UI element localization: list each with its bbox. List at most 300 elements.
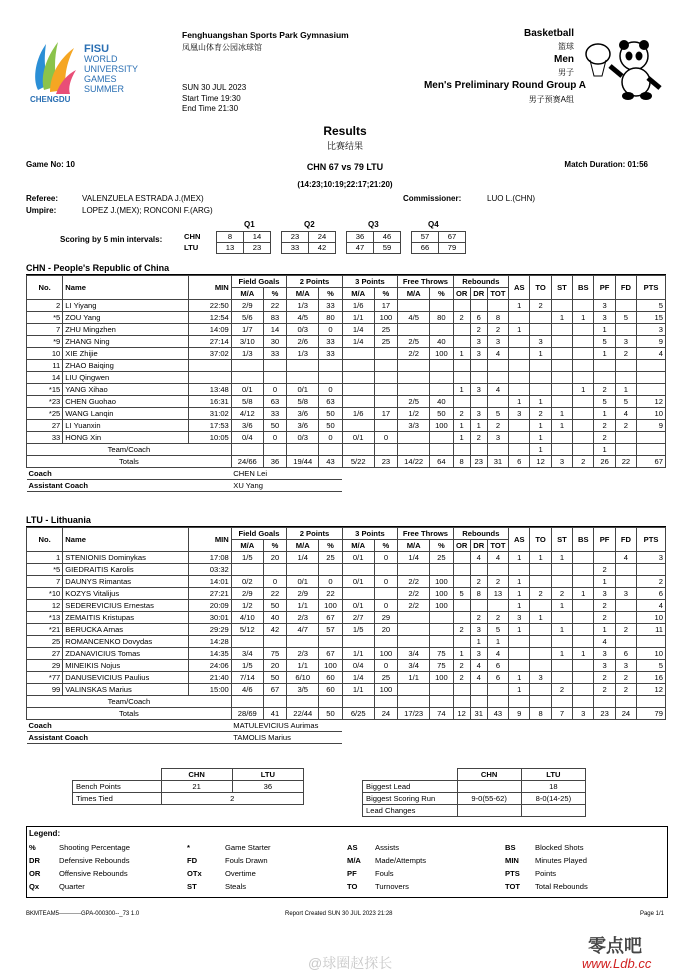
stat-cell: 29:29 (189, 624, 232, 636)
stat-cell: 1 (530, 420, 551, 432)
event-cn: 男子预赛A组 (528, 95, 574, 104)
stat-cell: 5 (594, 336, 615, 348)
stat-cell: 67 (319, 612, 342, 624)
stat-cell (509, 432, 530, 444)
stat-cell: 1/3 (287, 348, 319, 360)
legend-desc: Overtime (225, 869, 256, 878)
stat-cell: 0/1 (342, 552, 374, 564)
referee-label: Referee: (26, 194, 59, 203)
sport-cn: 篮球 (558, 42, 574, 51)
stat-cell: 2 (594, 684, 615, 696)
stat-cell: 63 (319, 396, 342, 408)
stat-cell (551, 444, 572, 456)
stat-cell (374, 636, 397, 648)
stat-cell (509, 444, 530, 456)
stat-cell (189, 360, 232, 372)
venue-en: Fenghuangshan Sports Park Gymnasium (182, 30, 349, 40)
stat-cell (573, 624, 594, 636)
stat-cell: 4 (637, 600, 666, 612)
watermark-weibo: @球圈赵探长 (308, 955, 393, 971)
stat-cell (398, 636, 430, 648)
total-cell: 14/22 (398, 456, 430, 468)
stat-cell (573, 672, 594, 684)
stat-cell (319, 360, 342, 372)
stat-cell (430, 300, 453, 312)
player-row (27, 432, 666, 444)
stat-cell: 0 (319, 384, 342, 396)
stat-cell (637, 372, 666, 384)
col-group-header: AS (509, 528, 530, 552)
stat-cell: 1 (509, 624, 530, 636)
stat-cell (551, 348, 572, 360)
col-sub-header: DR (470, 288, 487, 300)
stat-cell (530, 600, 551, 612)
stat-cell: 1 (551, 312, 572, 324)
stat-cell: 2 (615, 672, 636, 684)
stat-cell: 4/12 (231, 408, 263, 420)
stat-cell: 12:54 (189, 312, 232, 324)
referee-value: VALENZUELA ESTRADA J.(MEX) (82, 194, 204, 203)
stat-cell (573, 360, 594, 372)
col-min: MIN (189, 528, 232, 552)
stat-cell: 1/6 (342, 300, 374, 312)
total-cell: 43 (487, 708, 508, 720)
col-sub-header: % (319, 540, 342, 552)
stat-cell (573, 324, 594, 336)
stat-cell: 1 (509, 324, 530, 336)
total-cell: 19/44 (287, 456, 319, 468)
legend-desc: Points (535, 869, 557, 878)
bench-header-chn: CHN (161, 769, 232, 781)
stat-cell (594, 372, 615, 384)
col-group-header: FD (615, 276, 636, 300)
stat-cell (430, 612, 453, 624)
bench-points-label: Bench Points (73, 781, 162, 793)
player-row (27, 312, 666, 324)
total-cell: 12 (453, 708, 470, 720)
stat-cell: 3 (470, 348, 487, 360)
stat-cell: 6 (487, 672, 508, 684)
player-name: LIU Qingwen (63, 372, 189, 384)
scoring-run-chn: 9-0(55-62) (457, 793, 521, 805)
total-cell: 3 (573, 708, 594, 720)
stat-cell (231, 360, 263, 372)
player-row (27, 564, 666, 576)
stat-cell: 1 (453, 432, 470, 444)
stat-cell: 11 (637, 624, 666, 636)
final-score: CHN 67 vs 79 LTU (306, 162, 384, 172)
stat-cell: 99 (27, 684, 63, 696)
stat-cell (374, 396, 397, 408)
stat-cell (342, 420, 374, 432)
total-cell: 3 (551, 456, 572, 468)
stat-cell: 1 (509, 588, 530, 600)
commissioner-value: LUO L.(CHN) (487, 194, 536, 203)
stat-cell: 0 (263, 432, 286, 444)
stat-cell (342, 396, 374, 408)
col-group-header: 2 Points (287, 276, 342, 288)
scoring-intervals-grid (184, 231, 466, 254)
stat-cell: 27 (27, 648, 63, 660)
legend-desc: Minutes Played (535, 856, 587, 865)
stat-cell (615, 444, 636, 456)
total-cell: 31 (470, 708, 487, 720)
col-sub-header: % (374, 288, 397, 300)
stat-cell (398, 432, 430, 444)
stat-cell: *9 (27, 336, 63, 348)
stat-cell (573, 372, 594, 384)
stat-cell: 1 (530, 432, 551, 444)
stat-cell: 3 (615, 660, 636, 672)
assistant-coach-name: TAMOLIS Marius (231, 732, 342, 744)
stat-cell (551, 564, 572, 576)
stat-cell: 25 (374, 324, 397, 336)
stat-cell: 1 (594, 408, 615, 420)
stat-cell (551, 660, 572, 672)
stat-cell (551, 360, 572, 372)
stat-cell: 25 (374, 672, 397, 684)
stat-cell: 2 (27, 300, 63, 312)
stat-cell: 6/10 (287, 672, 319, 684)
stat-cell (342, 348, 374, 360)
stat-cell: 2/2 (398, 576, 430, 588)
stat-cell: 3 (615, 588, 636, 600)
stat-cell: 2/3 (287, 612, 319, 624)
stat-cell: 3 (470, 336, 487, 348)
stat-cell (231, 636, 263, 648)
stat-cell (342, 588, 374, 600)
stat-cell: 67 (263, 684, 286, 696)
stat-cell: 3 (487, 336, 508, 348)
stat-cell: 1 (530, 612, 551, 624)
stat-cell: 20 (374, 624, 397, 636)
stat-cell: 2 (470, 324, 487, 336)
stat-cell: 03:32 (189, 564, 232, 576)
scoring-interval-cell: 33 (282, 243, 309, 254)
stat-cell: 2 (615, 684, 636, 696)
legend-abbr: OTx (187, 869, 202, 878)
stat-cell: 3 (509, 408, 530, 420)
stat-cell (551, 372, 572, 384)
stat-cell: 1 (551, 624, 572, 636)
stat-cell: 25 (430, 552, 453, 564)
stat-cell: 50 (430, 408, 453, 420)
legend-desc: Defensive Rebounds (59, 856, 130, 865)
umpire-label: Umpire: (26, 206, 57, 215)
stat-cell (470, 444, 487, 456)
legend-desc: Quarter (59, 882, 85, 891)
stat-cell: 5/8 (287, 396, 319, 408)
stat-cell: 2 (530, 588, 551, 600)
stat-cell (551, 336, 572, 348)
stat-cell (615, 612, 636, 624)
legend-desc: Offensive Rebounds (59, 869, 128, 878)
stat-cell: 3/10 (231, 336, 263, 348)
stat-cell: 2 (453, 312, 470, 324)
col-group-header: Free Throws (398, 276, 453, 288)
stat-cell (342, 384, 374, 396)
stat-cell: 4/5 (287, 312, 319, 324)
leads-table (362, 768, 586, 817)
stat-cell: 3 (509, 612, 530, 624)
stat-cell (263, 360, 286, 372)
scoring-interval-cell: 8 (217, 232, 244, 243)
stat-cell (263, 564, 286, 576)
stat-cell: 2 (487, 420, 508, 432)
col-sub-header: M/A (231, 540, 263, 552)
stat-cell: 63 (263, 396, 286, 408)
stat-cell: 2/7 (342, 612, 374, 624)
stat-cell: 4 (487, 348, 508, 360)
stat-cell: 3/6 (231, 420, 263, 432)
stat-cell (374, 420, 397, 432)
stat-cell: 0 (319, 432, 342, 444)
player-name: YANG Xihao (63, 384, 189, 396)
stat-cell: 10 (637, 612, 666, 624)
stat-cell (398, 372, 430, 384)
stat-cell (530, 636, 551, 648)
total-cell: 5/22 (342, 456, 374, 468)
stat-cell: 6 (615, 648, 636, 660)
scoring-team-label: CHN (184, 232, 201, 241)
fisu-wordmark (84, 44, 138, 94)
stat-cell (453, 396, 470, 408)
stat-cell (551, 636, 572, 648)
stat-cell: 2/5 (398, 396, 430, 408)
stat-cell: *13 (27, 612, 63, 624)
fisu-text: FISU (84, 43, 110, 55)
stat-cell: 6 (637, 588, 666, 600)
stat-cell: 27:14 (189, 336, 232, 348)
coach-label: Coach (27, 720, 232, 732)
legend-desc: Game Starter (225, 843, 271, 852)
stat-cell (615, 636, 636, 648)
stat-cell (374, 360, 397, 372)
stat-cell: 5 (594, 396, 615, 408)
stat-cell: 1 (573, 384, 594, 396)
team-coach-row (27, 696, 666, 708)
stat-cell (573, 300, 594, 312)
stat-cell (453, 324, 470, 336)
stat-cell: 100 (430, 348, 453, 360)
stat-cell: 2 (453, 660, 470, 672)
stat-cell: 0/1 (342, 576, 374, 588)
stat-cell: 27:21 (189, 588, 232, 600)
stat-cell (342, 564, 374, 576)
stat-cell: 3 (594, 588, 615, 600)
stat-cell: 0/1 (287, 576, 319, 588)
stat-cell (319, 696, 342, 708)
stat-cell: 12 (637, 396, 666, 408)
stat-cell: 3/5 (287, 684, 319, 696)
col-sub-header: M/A (287, 288, 319, 300)
stat-cell: 22 (263, 588, 286, 600)
player-row (27, 612, 666, 624)
stat-cell (287, 444, 319, 456)
stat-cell: 1 (573, 312, 594, 324)
scoring-label: Scoring by 5 min intervals: (60, 235, 163, 244)
stat-cell: 25 (319, 552, 342, 564)
player-name: ROMANCENKO Dovydas (63, 636, 189, 648)
stat-cell: 4/5 (398, 312, 430, 324)
stat-cell (453, 564, 470, 576)
stat-cell: 1/5 (231, 552, 263, 564)
totals-row (27, 456, 666, 468)
sport-en: Basketball (523, 28, 574, 39)
stat-cell (342, 636, 374, 648)
stat-cell: 0/3 (287, 432, 319, 444)
stat-cell (594, 552, 615, 564)
legend-abbr: * (187, 843, 190, 852)
legend-abbr: % (29, 843, 36, 852)
stat-cell: 3/4 (398, 648, 430, 660)
stat-cell: 37:02 (189, 348, 232, 360)
stat-cell (637, 384, 666, 396)
stat-cell: 1/1 (287, 600, 319, 612)
stat-cell: 0/4 (231, 432, 263, 444)
stat-cell: 1 (594, 324, 615, 336)
venue-cn: 凤凰山体育公园冰球馆 (182, 43, 262, 52)
stat-cell: 4 (594, 636, 615, 648)
stat-cell: 0/1 (287, 384, 319, 396)
stat-cell: 5 (637, 660, 666, 672)
stat-cell: 7 (27, 324, 63, 336)
player-row (27, 336, 666, 348)
stat-cell: 3 (594, 312, 615, 324)
col-group-header: AS (509, 276, 530, 300)
stat-cell: 2 (615, 420, 636, 432)
stat-cell (637, 636, 666, 648)
col-sub-header: M/A (342, 540, 374, 552)
stat-cell: 3 (637, 324, 666, 336)
totals-label: Totals (27, 456, 232, 468)
player-row (27, 648, 666, 660)
assistant-coach-label: Assistant Coach (27, 480, 232, 492)
player-name: ZDANAVICIUS Tomas (63, 648, 189, 660)
legend-abbr: Qx (29, 882, 40, 891)
total-cell: 36 (263, 456, 286, 468)
end-time: End Time 21:30 (182, 104, 239, 113)
stat-cell (487, 300, 508, 312)
stat-cell: 17:08 (189, 552, 232, 564)
scoring-interval-cell: 42 (309, 243, 336, 254)
stat-cell (509, 360, 530, 372)
stat-cell (551, 696, 572, 708)
stat-cell: 33 (263, 408, 286, 420)
stat-cell (231, 444, 263, 456)
stat-cell: 2 (470, 576, 487, 588)
stat-cell (573, 612, 594, 624)
stat-cell (287, 372, 319, 384)
player-row (27, 636, 666, 648)
player-row (27, 300, 666, 312)
stat-cell: 1/4 (342, 324, 374, 336)
stat-cell (263, 444, 286, 456)
stat-cell: 0/2 (231, 576, 263, 588)
stat-cell: 1 (594, 624, 615, 636)
stat-cell: 2 (530, 300, 551, 312)
stat-cell (615, 564, 636, 576)
total-cell: 22/44 (287, 708, 319, 720)
start-time: Start Time 19:30 (182, 94, 241, 103)
player-name: ZHU Mingzhen (63, 324, 189, 336)
assistant-coach-label: Assistant Coach (27, 732, 232, 744)
stat-cell: 6 (470, 312, 487, 324)
player-name: DANUSEVICIUS Paulius (63, 672, 189, 684)
stat-cell: 1/4 (398, 552, 430, 564)
player-row (27, 552, 666, 564)
stat-cell: 2 (487, 612, 508, 624)
stat-cell (615, 696, 636, 708)
stat-cell: 3 (594, 300, 615, 312)
stat-cell: 5/12 (231, 624, 263, 636)
stat-cell (430, 564, 453, 576)
stat-cell: 5 (615, 396, 636, 408)
stat-cell (342, 696, 374, 708)
stat-cell: 1/2 (398, 408, 430, 420)
stat-cell: 2 (594, 612, 615, 624)
stat-cell: 2 (594, 432, 615, 444)
stat-cell (551, 324, 572, 336)
stat-cell: 1 (530, 552, 551, 564)
stat-cell (231, 564, 263, 576)
stat-cell: *21 (27, 624, 63, 636)
legend-abbr: AS (347, 843, 358, 852)
stat-cell (530, 684, 551, 696)
player-name: MINEIKIS Nojus (63, 660, 189, 672)
scoring-interval-cell: 46 (374, 232, 401, 243)
stat-cell (615, 360, 636, 372)
total-cell: 43 (319, 456, 342, 468)
footer-report-created: Report Created SUN 30 JUL 2023 21:28 (285, 911, 393, 917)
stat-cell: 67 (319, 648, 342, 660)
stat-cell: 1 (470, 420, 487, 432)
stat-cell: 1/1 (287, 660, 319, 672)
stat-cell: 2/3 (287, 648, 319, 660)
stat-cell: 1 (509, 396, 530, 408)
stat-cell: 2 (594, 672, 615, 684)
col-sub-header: TOT (487, 540, 508, 552)
logo-line: WORLD (84, 54, 118, 64)
col-sub-header: M/A (287, 540, 319, 552)
stat-cell: 30 (263, 336, 286, 348)
player-row (27, 408, 666, 420)
quarter-scores: (14:23;10:19;22:17;21:20) (297, 180, 393, 189)
stat-cell (263, 696, 286, 708)
stat-cell: 100 (374, 312, 397, 324)
stat-cell (263, 636, 286, 648)
stat-cell (509, 336, 530, 348)
stat-cell: 1 (470, 636, 487, 648)
stat-cell (615, 372, 636, 384)
stat-cell (287, 564, 319, 576)
stat-cell (509, 660, 530, 672)
total-cell: 41 (263, 708, 286, 720)
stat-cell: 0 (319, 324, 342, 336)
stat-cell: 16 (637, 672, 666, 684)
stat-cell: 1/1 (342, 648, 374, 660)
col-sub-header: M/A (398, 288, 430, 300)
stat-cell (530, 660, 551, 672)
stat-cell (573, 552, 594, 564)
stat-cell: *10 (27, 588, 63, 600)
player-row (27, 348, 666, 360)
stat-cell (453, 684, 470, 696)
player-name: BERUCKA Arnas (63, 624, 189, 636)
fisu-logo (30, 38, 78, 98)
scoring-interval-cell: 14 (244, 232, 271, 243)
leads-header-chn: CHN (457, 769, 521, 781)
